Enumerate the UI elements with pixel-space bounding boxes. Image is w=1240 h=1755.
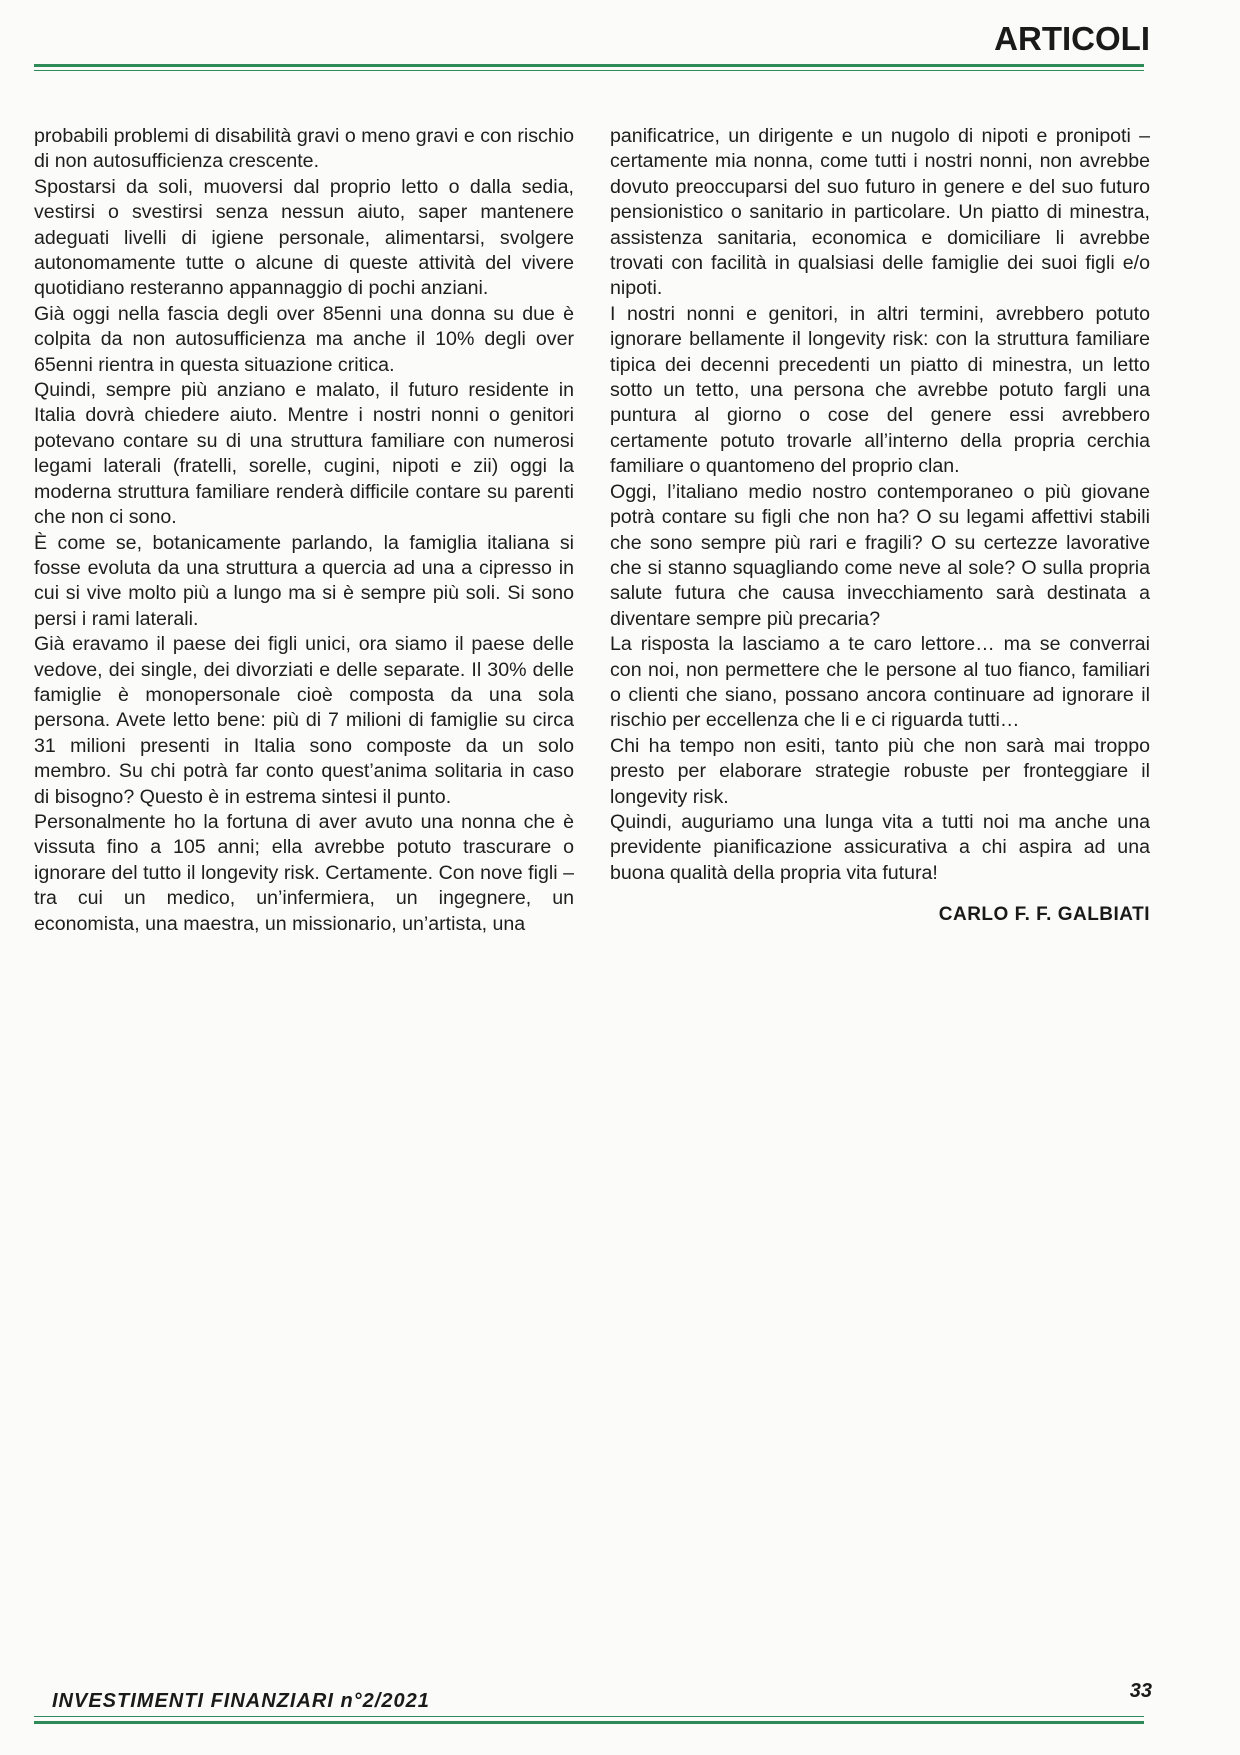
- paragraph: Quindi, sempre più anziano e malato, il futuro residente in Italia dovrà chiedere aiuto. Mentre i nostri nonni o genitori potevano contare su di una struttura familiare con numerosi legami laterali (fratelli, sorelle, cugini, nipoti e zii) oggi la moderna struttura familiare renderà difficile contare su parenti che non ci sono.: [34, 379, 574, 529]
- page-number: 33: [1129, 1680, 1152, 1702]
- paragraph: panificatrice, un dirigente e un nugolo di nipoti e pronipoti – certamente mia nonna, come tutti i nostri nonni, non avrebbe dovuto preoccuparsi del suo futuro in genere e del suo futuro pensionistico o sanitario in particolare. Un piatto di minestra, assistenza sanitaria, economica e domiciliare li avrebbe trovati con facilità in qualsiasi delle famiglie dei suoi figli e/o nipoti.: [610, 125, 1150, 300]
- footer-rule-top: [34, 1716, 1144, 1717]
- section-title: ARTICOLI: [994, 20, 1150, 57]
- paragraph: Personalmente ho la fortuna di aver avuto una nonna che è vissuta fino a 105 anni; ella avrebbe potuto trascurare o ignorare del tutto il longevity risk. Certamente. Con nove figli – tra cui un medico, un’infermiera, un ingegnere, un economista, una maestra, un missionario, un’artista, una: [34, 810, 574, 935]
- paragraph: probabili problemi di disabilità gravi o meno gravi e con rischio di non autosufficienza crescente.: [34, 125, 574, 173]
- article-left-column: [34, 124, 574, 937]
- paragraph: Oggi, l’italiano medio nostro contemporaneo o più giovane potrà contare su figli che non ha? O su legami affettivi stabili che sono sempre più rari e fragili? O su certezze lavorative che si stanno squagliando come neve al sole? O sulla propria salute futura che causa invecchiamento sarà destinata a diventare sempre più precaria?: [610, 480, 1150, 630]
- paragraph: La risposta la lasciamo a te caro lettore… ma se converrai con noi, non permettere che le persone al tuo fianco, familiari o clienti che siano, possano ancora continuare ad ignorare il rischio per eccellenza che li e ci riguarda tutti…: [610, 633, 1150, 732]
- paragraph: Quindi, auguriamo una lunga vita a tutti noi ma anche una previdente pianificazione assicurativa a chi aspira ad una buona qualità della propria vita futura!: [610, 810, 1150, 884]
- header-rule-bottom: [34, 70, 1144, 71]
- paragraph: Spostarsi da soli, muoversi dal proprio letto o dalla sedia, vestirsi o svestirsi senza nessun aiuto, saper mantenere adeguati livelli di igiene personale, alimentarsi, svolgere autonomamente tutte o alcune di queste attività del vivere quotidiano resteranno appannaggio di pochi anziani.: [34, 175, 574, 300]
- paragraph: Già oggi nella fascia degli over 85enni una donna su due è colpita da non autosufficienza ma anche il 10% degli over 65enni rientra in questa situazione critica.: [34, 302, 574, 376]
- footer-rule-bottom: [34, 1721, 1144, 1724]
- footer-journal-title: INVESTIMENTI FINANZIARI n°2/2021: [52, 1690, 430, 1712]
- author-byline: CARLO F. F. GALBIATI: [938, 904, 1150, 925]
- paragraph: Già eravamo il paese dei figli unici, ora siamo il paese delle vedove, dei single, dei divorziati e delle separate. Il 30% delle famiglie è monopersonale cioè composta da una sola persona. Avete letto bene: più di 7 milioni di famiglie su circa 31 milioni presenti in Italia sono composte da un solo membro. Su chi potrà far conto quest’anima solitaria in caso di bisogno? Questo è in estrema sintesi il punto.: [34, 633, 574, 808]
- paragraph: Chi ha tempo non esiti, tanto più che non sarà mai troppo presto per elaborare strategie robuste per fronteggiare il longevity risk.: [610, 734, 1150, 808]
- header-rule-top: [34, 64, 1144, 67]
- paragraph: È come se, botanicamente parlando, la famiglia italiana si fosse evoluta da una struttura a quercia ad una a cipresso in cui si vive molto più a lungo ma si è sempre più soli. Si sono persi i rami laterali.: [34, 531, 574, 630]
- article-right-column: [610, 124, 1150, 886]
- paragraph: I nostri nonni e genitori, in altri termini, avrebbero potuto ignorare bellamente il longevity risk: con la struttura familiare tipica dei decenni precedenti un piatto di minestra, un letto sotto un tetto, una persona che avrebbe potuto fargli una puntura al giorno o cose del genere essi avrebbero certamente potuto trovarle all’interno della propria cerchia familiare o quantomeno del proprio clan.: [610, 302, 1150, 478]
